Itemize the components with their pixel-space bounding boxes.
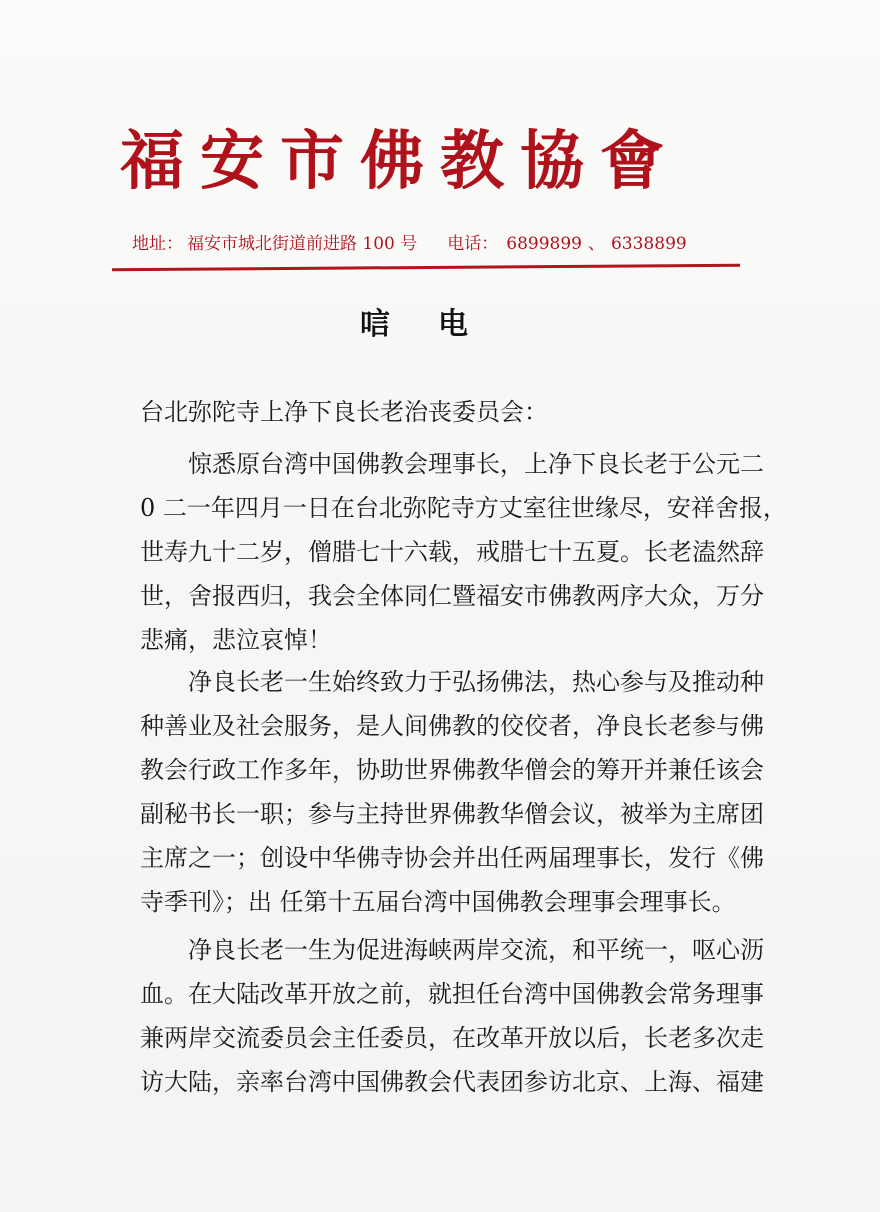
paragraph-line: 副秘书长一职；参与主持世界佛教华僧会议，被举为主席团: [140, 800, 764, 828]
address-label: 地址：: [132, 234, 183, 254]
paragraph-line: 主席之一；创设中华佛寺协会并出任两届理事长，发行《佛: [140, 844, 764, 872]
paragraph-line: 血。在大陆改革开放之前，就担任台湾中国佛教会常务理事: [140, 980, 764, 1008]
paragraph-line: 悲痛，悲泣哀悼！: [140, 626, 332, 654]
paragraph-line: 世，舍报西归，我会全体同仁暨福安市佛教两序大众，万分: [140, 582, 764, 610]
paragraph-line: 兼两岸交流委员会主任委员，在改革开放以后，长老多次走: [140, 1024, 764, 1052]
phone-number-2: 6338899: [610, 234, 687, 254]
phone-label: 电话：: [447, 234, 499, 254]
paragraph-line: 惊悉原台湾中国佛教会理事长，上净下良长老于公元二: [140, 450, 764, 478]
paragraph-line: 净良长老一生为促进海峡两岸交流，和平统一，呕心沥: [140, 936, 764, 964]
letterhead-contact-line: [132, 232, 752, 256]
phone-separator: 、: [587, 234, 605, 254]
address-value: 福安市城北街道前进路 100 号: [187, 234, 418, 254]
paragraph-line: 教会行政工作多年，协助世界佛教华僧会的筹开并兼任该会: [140, 756, 764, 784]
paragraph-line: 访大陆，亲率台湾中国佛教会代表团参访北京、上海、福建: [140, 1068, 764, 1096]
letterhead-org-name: 福安市佛教協會: [120, 124, 680, 199]
phone-number-1: 6899899: [506, 234, 582, 254]
letterhead-divider: [112, 264, 740, 271]
paragraph-1: [140, 442, 787, 662]
paragraph-line: 世寿九十二岁，僧腊七十六载，戒腊七十五夏。长老溘然辞: [140, 538, 764, 566]
paragraph-line: 寺季刊》；出 任第十五届台湾中国佛教会理事会理事长。: [140, 888, 736, 916]
paragraph-2: [140, 660, 764, 924]
paragraph-3: [140, 928, 764, 1104]
salutation: 台北弥陀寺上净下良长老治丧委员会：: [140, 398, 548, 426]
paragraph-line: 0 二一年四月一日在台北弥陀寺方丈室往世缘尽，安祥舍报，: [140, 494, 787, 522]
paragraph-line: 净良长老一生始终致力于弘扬佛法，热心参与及推动种: [140, 668, 764, 696]
paragraph-line: 种善业及社会服务，是人间佛教的佼佼者，净良长老参与佛: [140, 712, 764, 740]
document-title: 唁电: [360, 307, 516, 342]
